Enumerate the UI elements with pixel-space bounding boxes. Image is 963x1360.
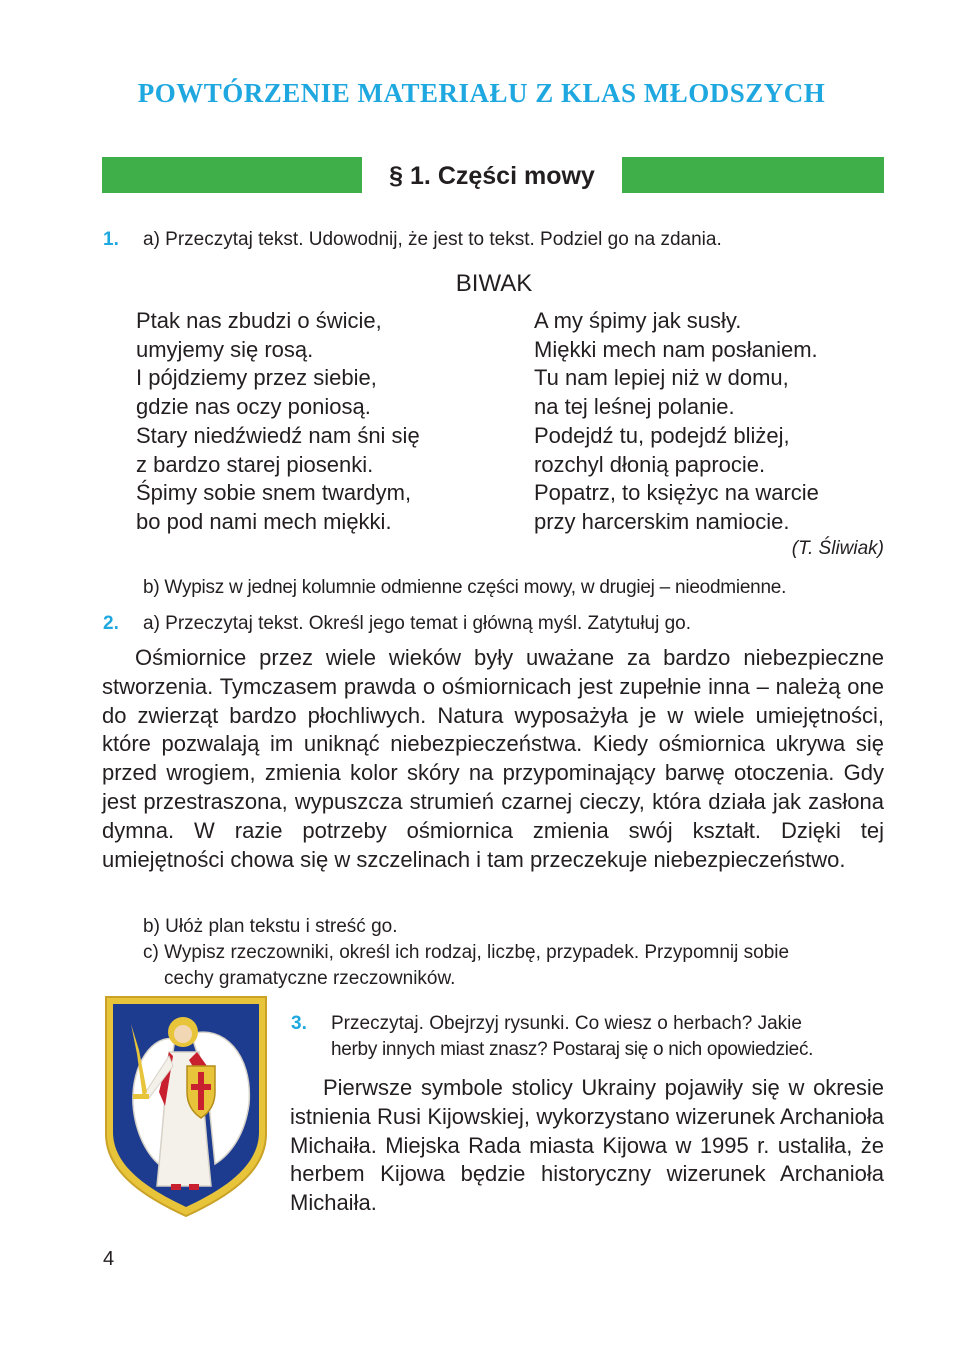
- task2-instruction-c-line1: c) Wypisz rzeczowniki, określ ich rodzaj, liczbę, przypadek. Przypomnij sobie: [143, 942, 790, 963]
- poem-line: umyjemy się rosą.: [136, 336, 314, 362]
- task2-paragraph: Ośmiornice przez wiele wieków były uważane za bardzo niebezpieczne stworzenia. Tymczasem prawda o ośmiornicach jest zupełnie inna – należą one do zwierząt bardzo płochliwych. Natura wyposażyła je w wiele umiejętności, które pozwalają im uniknąć niebezpieczeństwa. Kiedy ośmiornica ukrywa się przed wrogiem, zmienia kolor skóry na przypominający barwę otoczenia. Gdy jest przestraszona, wypuszcza strumień czarnej cieczy, która działa jak zasłona dymna. W razie potrzeby ośmiornica zmienia swój kształt. Dzięki tej umiejętności chowa się w szczelinach i tam przeczekuje niebezpieczeństwo.: [102, 645, 884, 872]
- task3-text: [290, 1074, 884, 1218]
- task1-instruction-a: a) Przeczytaj tekst. Udowodnij, że jest to tekst. Podziel go na zdania.: [143, 229, 722, 250]
- kyiv-coat-of-arms-image: [103, 994, 269, 1220]
- poem-line: na tej leśnej polanie.: [534, 394, 735, 420]
- task2-instruction-a: a) Przeczytaj tekst. Określ jego temat i główną myśl. Zatytułuj go.: [143, 613, 692, 634]
- task2-instruction-c-line2: cechy gramatyczne rzeczowników.: [164, 968, 456, 989]
- poem-line: I pójdziemy przez siebie,: [136, 365, 377, 391]
- task-number-1: 1.: [103, 229, 119, 250]
- poem-stanza-left: [136, 307, 420, 537]
- task1-instruction-b: b) Wypisz w jednej kolumnie odmienne części mowy, w drugiej – nieodmienne.: [143, 577, 787, 598]
- poem-line: Popatrz, to księżyc na warcie: [534, 480, 819, 506]
- poem-stanza-right: [534, 307, 819, 537]
- poem-title: BIWAK: [455, 270, 533, 297]
- task3-instruction-line1: Przeczytaj. Obejrzyj rysunki. Co wiesz o herbach? Jakie: [331, 1013, 802, 1034]
- task3-instruction-line2: herby innych miast znasz? Postaraj się o nich opowiedzieć.: [331, 1039, 814, 1060]
- poem-line: Śpimy sobie snem twardym,: [136, 480, 412, 506]
- task2-text: [102, 644, 884, 874]
- poem-line: Stary niedźwiedź nam śni się: [136, 422, 420, 448]
- poem-line: gdzie nas oczy poniosą.: [136, 394, 371, 420]
- task3-paragraph: Pierwsze symbole stolicy Ukrainy pojawiły się w okresie istnienia Rusi Kijowskiej, wykorzystano wizerunek Archanioła Michaiła. Miejska Rada miasta Kijowa w 1995 r. ustaliła, że herbem Kijowa będzie historyczny wizerunek Archanioła Michaiła.: [290, 1075, 884, 1216]
- section-title: § 1. Części mowy: [389, 162, 595, 190]
- task-number-2: 2.: [103, 613, 119, 634]
- poem-line: A my śpimy jak susły.: [534, 308, 742, 333]
- page-number: 4: [103, 1248, 115, 1270]
- section-bar-left: [102, 157, 362, 193]
- poem-line: Tu nam lepiej niż w domu,: [534, 365, 789, 391]
- poem-line: Ptak nas zbudzi o świcie,: [136, 308, 382, 333]
- poem-line: bo pod nami mech miękki.: [136, 508, 392, 534]
- poem-line: Miękki mech nam posłaniem.: [534, 336, 818, 362]
- poem-line: rozchyl dłonią paprocie.: [534, 451, 766, 477]
- section-bar-right: [622, 157, 884, 193]
- poem-author: (T. Śliwiak): [791, 538, 884, 559]
- poem-line: Podejdź tu, podejdź bliżej,: [534, 422, 790, 448]
- task2-instruction-b: b) Ułóż plan tekstu i streść go.: [143, 916, 398, 937]
- poem-line: przy harcerskim namiocie.: [534, 508, 790, 534]
- task-number-3: 3.: [291, 1013, 307, 1034]
- chapter-title: POWTÓRZENIE MATERIAŁU Z KLAS MŁODSZYCH: [137, 78, 826, 108]
- poem-line: z bardzo starej piosenki.: [136, 451, 374, 477]
